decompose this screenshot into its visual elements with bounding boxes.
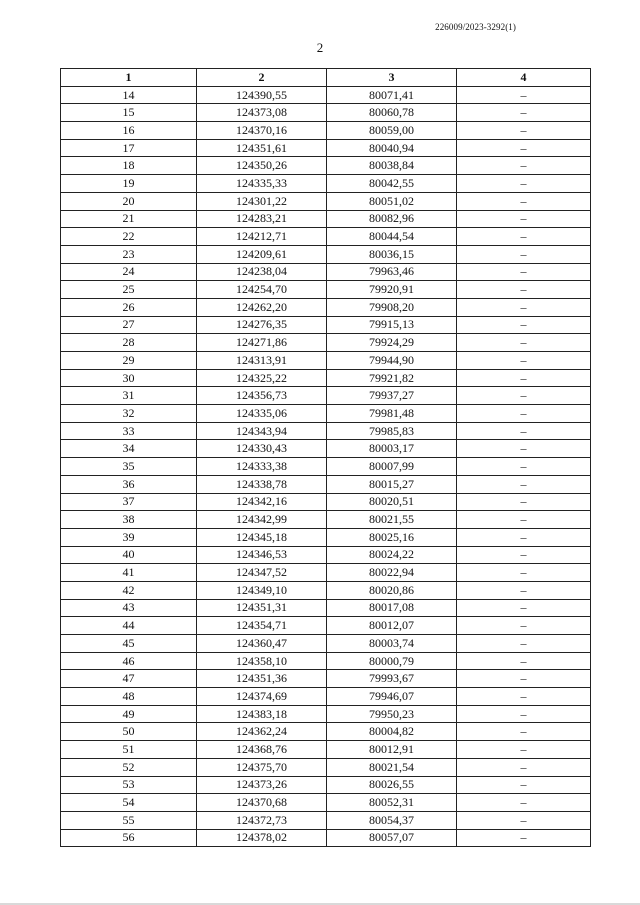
- dash-cell: –: [457, 493, 591, 511]
- y-coordinate-cell: 79950,23: [327, 705, 457, 723]
- x-coordinate-cell: 124358,10: [197, 652, 327, 670]
- table-row: [61, 139, 591, 157]
- column-header-3: 3: [327, 69, 457, 87]
- table-row: [61, 811, 591, 829]
- point-number-cell: 34: [61, 440, 197, 458]
- x-coordinate-cell: 124333,38: [197, 458, 327, 476]
- dash-cell: –: [457, 741, 591, 759]
- x-coordinate-cell: 124212,71: [197, 228, 327, 246]
- point-number-cell: 39: [61, 528, 197, 546]
- dash-cell: –: [457, 369, 591, 387]
- x-coordinate-cell: 124342,16: [197, 493, 327, 511]
- dash-cell: –: [457, 122, 591, 140]
- y-coordinate-cell: 79946,07: [327, 688, 457, 706]
- page-number: 2: [316, 40, 324, 55]
- column-header-2: 2: [197, 69, 327, 87]
- point-number-cell: 19: [61, 175, 197, 193]
- table-row: [61, 599, 591, 617]
- point-number-cell: 35: [61, 458, 197, 476]
- x-coordinate-cell: 124335,33: [197, 175, 327, 193]
- column-header-4: 4: [457, 69, 591, 87]
- dash-cell: –: [457, 422, 591, 440]
- point-number-cell: 46: [61, 652, 197, 670]
- y-coordinate-cell: 80003,74: [327, 635, 457, 653]
- y-coordinate-cell: 79937,27: [327, 387, 457, 405]
- dash-cell: –: [457, 688, 591, 706]
- x-coordinate-cell: 124347,52: [197, 564, 327, 582]
- point-number-cell: 56: [61, 829, 197, 847]
- x-coordinate-cell: 124254,70: [197, 281, 327, 299]
- y-coordinate-cell: 80007,99: [327, 458, 457, 476]
- x-coordinate-cell: 124390,55: [197, 86, 327, 104]
- point-number-cell: 29: [61, 352, 197, 370]
- y-coordinate-cell: 80022,94: [327, 564, 457, 582]
- x-coordinate-cell: 124209,61: [197, 245, 327, 263]
- y-coordinate-cell: 79915,13: [327, 316, 457, 334]
- x-coordinate-cell: 124354,71: [197, 617, 327, 635]
- point-number-cell: 41: [61, 564, 197, 582]
- dash-cell: –: [457, 670, 591, 688]
- table-row: [61, 741, 591, 759]
- dash-cell: –: [457, 263, 591, 281]
- table-row: [61, 564, 591, 582]
- dash-cell: –: [457, 281, 591, 299]
- point-number-cell: 48: [61, 688, 197, 706]
- x-coordinate-cell: 124373,26: [197, 776, 327, 794]
- x-coordinate-cell: 124362,24: [197, 723, 327, 741]
- point-number-cell: 14: [61, 86, 197, 104]
- point-number-cell: 54: [61, 794, 197, 812]
- y-coordinate-cell: 80059,00: [327, 122, 457, 140]
- x-coordinate-cell: 124360,47: [197, 635, 327, 653]
- dash-cell: –: [457, 334, 591, 352]
- y-coordinate-cell: 80017,08: [327, 599, 457, 617]
- table-row: [61, 546, 591, 564]
- y-coordinate-cell: 80003,17: [327, 440, 457, 458]
- point-number-cell: 15: [61, 104, 197, 122]
- x-coordinate-cell: 124373,08: [197, 104, 327, 122]
- y-coordinate-cell: 79924,29: [327, 334, 457, 352]
- point-number-cell: 37: [61, 493, 197, 511]
- y-coordinate-cell: 80025,16: [327, 528, 457, 546]
- dash-cell: –: [457, 564, 591, 582]
- y-coordinate-cell: 80054,37: [327, 811, 457, 829]
- point-number-cell: 23: [61, 245, 197, 263]
- table-body: [61, 86, 591, 847]
- y-coordinate-cell: 80042,55: [327, 175, 457, 193]
- point-number-cell: 30: [61, 369, 197, 387]
- point-number-cell: 43: [61, 599, 197, 617]
- dash-cell: –: [457, 617, 591, 635]
- table-row: [61, 705, 591, 723]
- y-coordinate-cell: 80060,78: [327, 104, 457, 122]
- dash-cell: –: [457, 811, 591, 829]
- table-row: [61, 422, 591, 440]
- table-row: [61, 581, 591, 599]
- dash-cell: –: [457, 245, 591, 263]
- table-row: [61, 352, 591, 370]
- x-coordinate-cell: 124349,10: [197, 581, 327, 599]
- table-row: [61, 263, 591, 281]
- x-coordinate-cell: 124330,43: [197, 440, 327, 458]
- x-coordinate-cell: 124370,16: [197, 122, 327, 140]
- y-coordinate-cell: 80026,55: [327, 776, 457, 794]
- x-coordinate-cell: 124283,21: [197, 210, 327, 228]
- y-coordinate-cell: 80024,22: [327, 546, 457, 564]
- table-row: [61, 511, 591, 529]
- table-row: [61, 794, 591, 812]
- point-number-cell: 51: [61, 741, 197, 759]
- table-row: [61, 281, 591, 299]
- table-row: [61, 369, 591, 387]
- table-row: [61, 758, 591, 776]
- point-number-cell: 53: [61, 776, 197, 794]
- table-row: [61, 298, 591, 316]
- y-coordinate-cell: 80004,82: [327, 723, 457, 741]
- y-coordinate-cell: 79963,46: [327, 263, 457, 281]
- table-row: [61, 334, 591, 352]
- point-number-cell: 21: [61, 210, 197, 228]
- point-number-cell: 50: [61, 723, 197, 741]
- y-coordinate-cell: 79920,91: [327, 281, 457, 299]
- point-number-cell: 36: [61, 475, 197, 493]
- dash-cell: –: [457, 528, 591, 546]
- point-number-cell: 40: [61, 546, 197, 564]
- dash-cell: –: [457, 405, 591, 423]
- table-row: [61, 192, 591, 210]
- x-coordinate-cell: 124350,26: [197, 157, 327, 175]
- dash-cell: –: [457, 475, 591, 493]
- dash-cell: –: [457, 104, 591, 122]
- x-coordinate-cell: 124271,86: [197, 334, 327, 352]
- table-row: [61, 493, 591, 511]
- x-coordinate-cell: 124325,22: [197, 369, 327, 387]
- point-number-cell: 27: [61, 316, 197, 334]
- y-coordinate-cell: 80071,41: [327, 86, 457, 104]
- point-number-cell: 25: [61, 281, 197, 299]
- x-coordinate-cell: 124335,06: [197, 405, 327, 423]
- y-coordinate-cell: 80036,15: [327, 245, 457, 263]
- dash-cell: –: [457, 175, 591, 193]
- table-row: [61, 528, 591, 546]
- dash-cell: –: [457, 192, 591, 210]
- x-coordinate-cell: 124378,02: [197, 829, 327, 847]
- table-row: [61, 688, 591, 706]
- x-coordinate-cell: 124342,99: [197, 511, 327, 529]
- x-coordinate-cell: 124374,69: [197, 688, 327, 706]
- table-row: [61, 440, 591, 458]
- y-coordinate-cell: 80040,94: [327, 139, 457, 157]
- point-number-cell: 38: [61, 511, 197, 529]
- dash-cell: –: [457, 228, 591, 246]
- dash-cell: –: [457, 794, 591, 812]
- table-row: [61, 458, 591, 476]
- y-coordinate-cell: 79993,67: [327, 670, 457, 688]
- y-coordinate-cell: 79921,82: [327, 369, 457, 387]
- dash-cell: –: [457, 776, 591, 794]
- y-coordinate-cell: 79985,83: [327, 422, 457, 440]
- dash-cell: –: [457, 298, 591, 316]
- y-coordinate-cell: 80021,55: [327, 511, 457, 529]
- dash-cell: –: [457, 86, 591, 104]
- dash-cell: –: [457, 652, 591, 670]
- x-coordinate-cell: 124370,68: [197, 794, 327, 812]
- y-coordinate-cell: 80044,54: [327, 228, 457, 246]
- point-number-cell: 45: [61, 635, 197, 653]
- table-row: [61, 104, 591, 122]
- x-coordinate-cell: 124262,20: [197, 298, 327, 316]
- y-coordinate-cell: 80021,54: [327, 758, 457, 776]
- dash-cell: –: [457, 829, 591, 847]
- table-row: [61, 405, 591, 423]
- table-row: [61, 157, 591, 175]
- point-number-cell: 47: [61, 670, 197, 688]
- point-number-cell: 26: [61, 298, 197, 316]
- table-row: [61, 122, 591, 140]
- x-coordinate-cell: 124383,18: [197, 705, 327, 723]
- x-coordinate-cell: 124343,94: [197, 422, 327, 440]
- dash-cell: –: [457, 440, 591, 458]
- dash-cell: –: [457, 511, 591, 529]
- table-row: [61, 635, 591, 653]
- y-coordinate-cell: 80082,96: [327, 210, 457, 228]
- point-number-cell: 18: [61, 157, 197, 175]
- point-number-cell: 20: [61, 192, 197, 210]
- point-number-cell: 49: [61, 705, 197, 723]
- dash-cell: –: [457, 458, 591, 476]
- table-row: [61, 86, 591, 104]
- dash-cell: –: [457, 599, 591, 617]
- dash-cell: –: [457, 316, 591, 334]
- dash-cell: –: [457, 210, 591, 228]
- point-number-cell: 31: [61, 387, 197, 405]
- table-row: [61, 776, 591, 794]
- y-coordinate-cell: 80000,79: [327, 652, 457, 670]
- table-row: [61, 175, 591, 193]
- table-row: [61, 245, 591, 263]
- dash-cell: –: [457, 635, 591, 653]
- y-coordinate-cell: 79944,90: [327, 352, 457, 370]
- x-coordinate-cell: 124345,18: [197, 528, 327, 546]
- table-row: [61, 387, 591, 405]
- dash-cell: –: [457, 139, 591, 157]
- dash-cell: –: [457, 758, 591, 776]
- y-coordinate-cell: 80012,07: [327, 617, 457, 635]
- point-number-cell: 17: [61, 139, 197, 157]
- y-coordinate-cell: 80012,91: [327, 741, 457, 759]
- point-number-cell: 32: [61, 405, 197, 423]
- table-header-row: [61, 69, 591, 87]
- y-coordinate-cell: 79981,48: [327, 405, 457, 423]
- table-row: [61, 228, 591, 246]
- x-coordinate-cell: 124301,22: [197, 192, 327, 210]
- dash-cell: –: [457, 546, 591, 564]
- x-coordinate-cell: 124368,76: [197, 741, 327, 759]
- document-id: 226009/2023-3292(1): [435, 22, 516, 32]
- x-coordinate-cell: 124351,61: [197, 139, 327, 157]
- point-number-cell: 42: [61, 581, 197, 599]
- point-number-cell: 22: [61, 228, 197, 246]
- column-header-1: 1: [61, 69, 197, 87]
- x-coordinate-cell: 124276,35: [197, 316, 327, 334]
- point-number-cell: 28: [61, 334, 197, 352]
- point-number-cell: 55: [61, 811, 197, 829]
- y-coordinate-cell: 80052,31: [327, 794, 457, 812]
- dash-cell: –: [457, 157, 591, 175]
- table-row: [61, 670, 591, 688]
- y-coordinate-cell: 80038,84: [327, 157, 457, 175]
- coordinates-table: [60, 68, 591, 847]
- table-row: [61, 316, 591, 334]
- dash-cell: –: [457, 581, 591, 599]
- y-coordinate-cell: 80020,86: [327, 581, 457, 599]
- x-coordinate-cell: 124375,70: [197, 758, 327, 776]
- table-row: [61, 617, 591, 635]
- dash-cell: –: [457, 705, 591, 723]
- y-coordinate-cell: 80057,07: [327, 829, 457, 847]
- x-coordinate-cell: 124372,73: [197, 811, 327, 829]
- y-coordinate-cell: 79908,20: [327, 298, 457, 316]
- y-coordinate-cell: 80015,27: [327, 475, 457, 493]
- point-number-cell: 24: [61, 263, 197, 281]
- point-number-cell: 44: [61, 617, 197, 635]
- table-row: [61, 652, 591, 670]
- table-row: [61, 723, 591, 741]
- table-row: [61, 829, 591, 847]
- table-row: [61, 210, 591, 228]
- x-coordinate-cell: 124313,91: [197, 352, 327, 370]
- x-coordinate-cell: 124346,53: [197, 546, 327, 564]
- dash-cell: –: [457, 387, 591, 405]
- point-number-cell: 33: [61, 422, 197, 440]
- dash-cell: –: [457, 723, 591, 741]
- x-coordinate-cell: 124238,04: [197, 263, 327, 281]
- dash-cell: –: [457, 352, 591, 370]
- x-coordinate-cell: 124338,78: [197, 475, 327, 493]
- table-row: [61, 475, 591, 493]
- y-coordinate-cell: 80020,51: [327, 493, 457, 511]
- y-coordinate-cell: 80051,02: [327, 192, 457, 210]
- x-coordinate-cell: 124351,31: [197, 599, 327, 617]
- point-number-cell: 16: [61, 122, 197, 140]
- x-coordinate-cell: 124351,36: [197, 670, 327, 688]
- x-coordinate-cell: 124356,73: [197, 387, 327, 405]
- point-number-cell: 52: [61, 758, 197, 776]
